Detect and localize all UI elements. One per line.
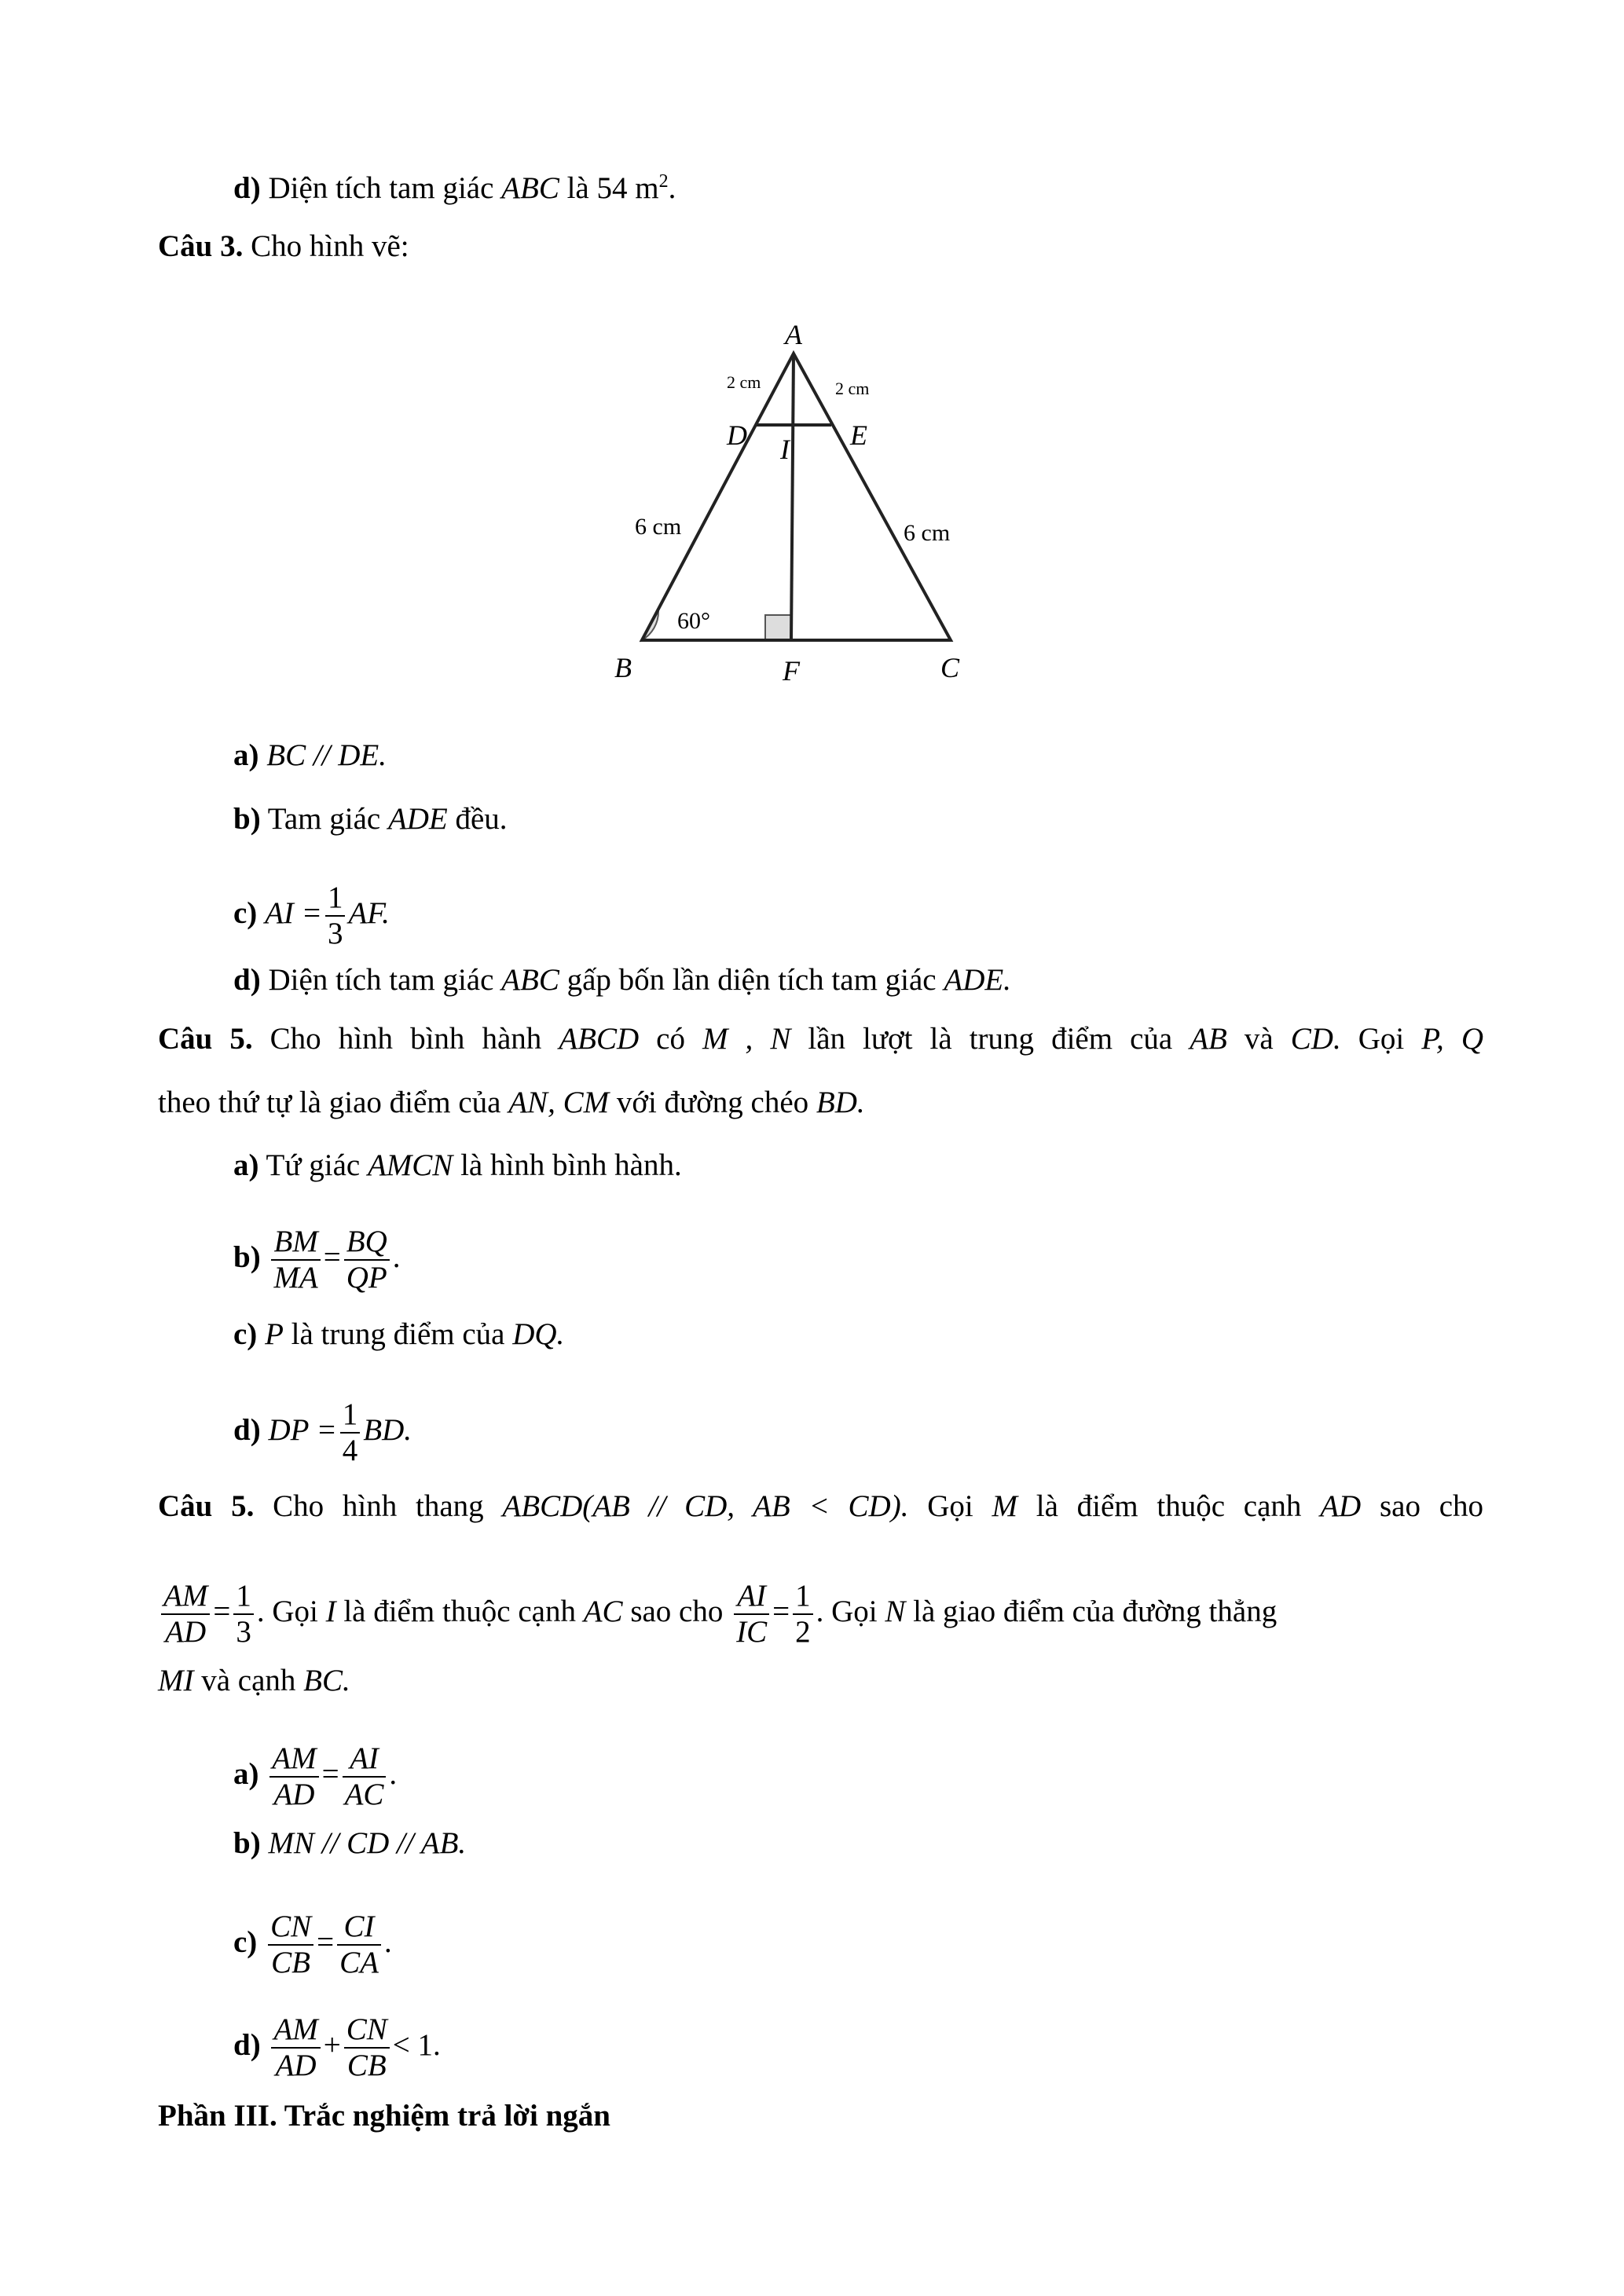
q5b-option-d: d) $\frac{AM}{AD}$ + $\frac{CN}{CB}$ < 1.	[233, 2012, 441, 2082]
q5a-line2: theo thứ tự là giao điểm của AN, CM với đường chéo BD.	[158, 1086, 865, 1119]
q5b-option-c: c) $\frac{CN}{CB}$ = $\frac{CI}{CA}$ .	[233, 1910, 392, 1979]
label-db-length: 6 cm	[635, 514, 682, 540]
label-ec-length: 6 cm	[904, 520, 951, 546]
q5a-option-c: c) P là trung điểm của DQ.	[233, 1317, 565, 1351]
q5a-option-b: b) $\frac{BM}{MA}$ = $\frac{BQ}{QP}$ .	[233, 1225, 401, 1294]
q3-option-c: c) AI = $\frac{1}{3}$ AF.	[233, 881, 390, 950]
label-ae-length: 2 cm	[835, 379, 870, 398]
q5a-line1: Câu 5. Cho hình bình hành ABCD có M , N lần lượt là trung điểm của AB và CD. Gọi P, Q	[158, 1022, 1484, 1056]
q5a-option-a: a) Tứ giác AMCN là hình bình hành.	[233, 1148, 682, 1182]
q5b-option-a: a) $\frac{AM}{AD}$ = $\frac{AI}{AC}$ .	[233, 1741, 398, 1811]
label-f: F	[783, 655, 800, 687]
label-angle-b: 60°	[677, 608, 710, 634]
q5b-line3: MI và cạnh BC.	[158, 1664, 350, 1697]
q3-option-b: b) Tam giác ADE đều.	[233, 802, 508, 836]
label-d: D	[727, 419, 747, 451]
triangle-figure	[0, 0, 1624, 707]
label-e: E	[850, 419, 867, 451]
q5b-line1: Câu 5. Cho hình thang ABCD(AB // CD, AB < CD). Gọi M là điểm thuộc cạnh AD sao cho	[158, 1489, 1484, 1523]
label-b: B	[614, 652, 632, 683]
q2-option-d: d) Diện tích tam giác ABC là 54 $m^2$.	[233, 171, 676, 205]
q3-option-a: a) BC // DE.	[233, 738, 387, 772]
label-ad-length: 2 cm	[727, 372, 761, 392]
part3-heading: Phần III. Trắc nghiệm trả lời ngắn	[158, 2099, 610, 2133]
q5b-line2: $\frac{AM}{AD}$ = $\frac{1}{3}$ . Gọi I là điểm thuộc cạnh AC sao cho $\frac{AI}{IC}$ = $\frac{1}{2}$ . Gọi N là giao điểm của đường thẳng	[158, 1579, 1277, 1650]
q3-heading: Câu 3. Cho hình vẽ:	[158, 229, 409, 263]
q5b-option-b: b) MN // CD // AB.	[233, 1826, 467, 1860]
label-c: C	[940, 652, 960, 683]
q3-option-d: d) Diện tích tam giác ABC gấp bốn lần diện tích tam giác ADE.	[233, 963, 1011, 997]
q5a-option-d: d) DP = $\frac{1}{4}$ BD.	[233, 1397, 412, 1467]
label-a: A	[785, 319, 802, 350]
label-i: I	[780, 434, 790, 465]
